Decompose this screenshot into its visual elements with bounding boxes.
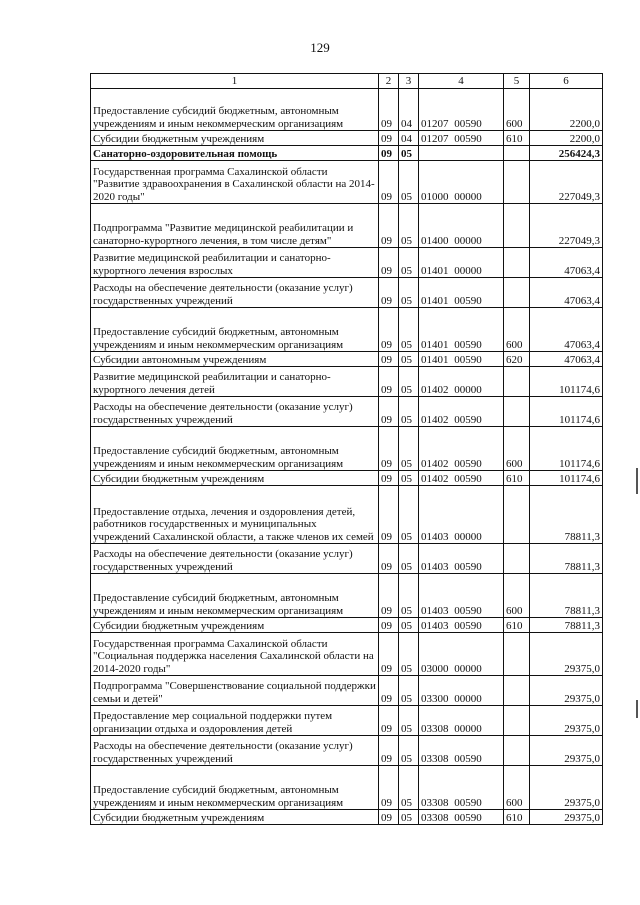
target-article-cell: 03300 00000 (419, 676, 504, 706)
expense-type-cell: 610 (504, 810, 530, 825)
amount-cell: 47063,4 (530, 352, 603, 367)
target-article-cell: 03308 00590 (419, 736, 504, 766)
item-name-cell: Государственная программа Сахалинской области "Развитие здравоохранения в Сахалинской области на 2014-2020 годы" (91, 161, 379, 204)
subsection-code-cell: 05 (399, 676, 419, 706)
item-name-cell: Предоставление субсидий бюджетным, автономным учреждениям и иным некоммерческим организациям (91, 308, 379, 352)
table-row (91, 706, 603, 736)
table-header-row (91, 74, 603, 89)
item-name-cell: Предоставление субсидий бюджетным, автономным учреждениям и иным некоммерческим организациям (91, 574, 379, 618)
expense-type-cell: 600 (504, 89, 530, 131)
amount-cell: 29375,0 (530, 810, 603, 825)
table-row (91, 676, 603, 706)
target-article-cell: 03308 00000 (419, 706, 504, 736)
item-name-cell: Расходы на обеспечение деятельности (оказание услуг) государственных учреждений (91, 736, 379, 766)
target-article-cell: 01401 00590 (419, 278, 504, 308)
item-name-cell: Субсидии бюджетным учреждениям (91, 618, 379, 633)
amount-cell: 227049,3 (530, 204, 603, 248)
column-header-4: 4 (419, 74, 504, 89)
table-row (91, 544, 603, 574)
amount-cell: 78811,3 (530, 618, 603, 633)
item-name-cell: Предоставление субсидий бюджетным, автономным учреждениям и иным некоммерческим организациям (91, 427, 379, 471)
expense-type-cell (504, 278, 530, 308)
target-article-cell: 01400 00000 (419, 204, 504, 248)
table-row (91, 574, 603, 618)
target-article-cell: 01402 00590 (419, 397, 504, 427)
subsection-code-cell: 05 (399, 486, 419, 544)
amount-cell: 29375,0 (530, 706, 603, 736)
expense-type-cell (504, 706, 530, 736)
table-row (91, 367, 603, 397)
table-row (91, 89, 603, 131)
subsection-code-cell: 05 (399, 544, 419, 574)
section-code-cell: 09 (379, 308, 399, 352)
item-name-cell: Субсидии бюджетным учреждениям (91, 131, 379, 146)
item-name-cell: Санаторно-оздоровительная помощь (91, 146, 379, 161)
item-name-cell: Предоставление субсидий бюджетным, автономным учреждениям и иным некоммерческим организациям (91, 766, 379, 810)
table-row (91, 146, 603, 161)
expense-type-cell: 610 (504, 618, 530, 633)
subsection-code-cell: 05 (399, 352, 419, 367)
section-code-cell: 09 (379, 397, 399, 427)
target-article-cell: 01401 00590 (419, 352, 504, 367)
table-row (91, 618, 603, 633)
expense-type-cell (504, 676, 530, 706)
subsection-code-cell: 05 (399, 766, 419, 810)
subsection-code-cell: 05 (399, 278, 419, 308)
subsection-code-cell: 05 (399, 161, 419, 204)
subsection-code-cell: 05 (399, 810, 419, 825)
item-name-cell: Субсидии бюджетным учреждениям (91, 471, 379, 486)
table-row (91, 766, 603, 810)
expense-type-cell: 610 (504, 131, 530, 146)
expense-type-cell: 600 (504, 427, 530, 471)
subsection-code-cell: 05 (399, 736, 419, 766)
target-article-cell: 03000 00000 (419, 633, 504, 676)
expense-type-cell (504, 204, 530, 248)
target-article-cell: 01403 00590 (419, 544, 504, 574)
expense-type-cell: 610 (504, 471, 530, 486)
table-row (91, 308, 603, 352)
table-row (91, 736, 603, 766)
amount-cell: 101174,6 (530, 427, 603, 471)
column-header-1: 1 (91, 74, 379, 89)
amount-cell: 47063,4 (530, 248, 603, 278)
target-article-cell (419, 146, 504, 161)
subsection-code-cell: 05 (399, 574, 419, 618)
expense-type-cell: 600 (504, 574, 530, 618)
item-name-cell: Предоставление мер социальной поддержки путем организации отдыха и оздоровления детей (91, 706, 379, 736)
table-row (91, 278, 603, 308)
expense-type-cell (504, 161, 530, 204)
expense-type-cell (504, 544, 530, 574)
section-code-cell: 09 (379, 131, 399, 146)
expense-type-cell (504, 367, 530, 397)
expense-type-cell (504, 736, 530, 766)
item-name-cell: Предоставление субсидий бюджетным, автономным учреждениям и иным некоммерческим организациям (91, 89, 379, 131)
section-code-cell: 09 (379, 544, 399, 574)
amount-cell: 2200,0 (530, 131, 603, 146)
expense-type-cell: 620 (504, 352, 530, 367)
table-body (91, 89, 603, 825)
expense-type-cell: 600 (504, 766, 530, 810)
page-number: 129 (310, 40, 330, 55)
section-code-cell: 09 (379, 618, 399, 633)
target-article-cell: 01402 00590 (419, 427, 504, 471)
section-code-cell: 09 (379, 427, 399, 471)
amount-cell: 101174,6 (530, 397, 603, 427)
section-code-cell: 09 (379, 471, 399, 486)
target-article-cell: 01401 00000 (419, 248, 504, 278)
item-name-cell: Подпрограмма "Совершенствование социальной поддержки семьи и детей" (91, 676, 379, 706)
section-code-cell: 09 (379, 810, 399, 825)
column-header-2: 2 (379, 74, 399, 89)
section-code-cell: 09 (379, 706, 399, 736)
table-row (91, 633, 603, 676)
item-name-cell: Предоставление отдыха, лечения и оздоровления детей, работников государственных и муниципальных учреждений Сахалинской области, а также членов их семей (91, 486, 379, 544)
subsection-code-cell: 05 (399, 618, 419, 633)
table-row (91, 204, 603, 248)
column-header-5: 5 (504, 74, 530, 89)
subsection-code-cell: 05 (399, 367, 419, 397)
table-row (91, 161, 603, 204)
amount-cell: 78811,3 (530, 486, 603, 544)
target-article-cell: 01403 00590 (419, 574, 504, 618)
section-code-cell: 09 (379, 633, 399, 676)
section-code-cell: 09 (379, 574, 399, 618)
item-name-cell: Развитие медицинской реабилитации и санаторно-курортного лечения взрослых (91, 248, 379, 278)
amount-cell: 47063,4 (530, 308, 603, 352)
expense-type-cell (504, 248, 530, 278)
table-row (91, 352, 603, 367)
section-code-cell: 09 (379, 204, 399, 248)
amount-cell: 78811,3 (530, 544, 603, 574)
section-code-cell: 09 (379, 367, 399, 397)
item-name-cell: Государственная программа Сахалинской области "Социальная поддержка населения Сахалинской области на 2014-2020 годы" (91, 633, 379, 676)
subsection-code-cell: 04 (399, 131, 419, 146)
expense-type-cell (504, 486, 530, 544)
subsection-code-cell: 05 (399, 471, 419, 486)
subsection-code-cell: 05 (399, 248, 419, 278)
target-article-cell: 01402 00000 (419, 367, 504, 397)
section-code-cell: 09 (379, 89, 399, 131)
table-row (91, 427, 603, 471)
subsection-code-cell: 04 (399, 89, 419, 131)
subsection-code-cell: 05 (399, 633, 419, 676)
subsection-code-cell: 05 (399, 308, 419, 352)
item-name-cell: Расходы на обеспечение деятельности (оказание услуг) государственных учреждений (91, 397, 379, 427)
target-article-cell: 03308 00590 (419, 766, 504, 810)
expense-type-cell (504, 146, 530, 161)
section-code-cell: 09 (379, 736, 399, 766)
amount-cell: 47063,4 (530, 278, 603, 308)
item-name-cell: Субсидии бюджетным учреждениям (91, 810, 379, 825)
target-article-cell: 01207 00590 (419, 89, 504, 131)
table-row (91, 397, 603, 427)
amount-cell: 227049,3 (530, 161, 603, 204)
subsection-code-cell: 05 (399, 146, 419, 161)
table-row (91, 486, 603, 544)
amount-cell: 29375,0 (530, 766, 603, 810)
column-header-3: 3 (399, 74, 419, 89)
expense-type-cell: 600 (504, 308, 530, 352)
item-name-cell: Расходы на обеспечение деятельности (оказание услуг) государственных учреждений (91, 278, 379, 308)
subsection-code-cell: 05 (399, 706, 419, 736)
target-article-cell: 03308 00590 (419, 810, 504, 825)
column-header-6: 6 (530, 74, 603, 89)
table-row (91, 471, 603, 486)
amount-cell: 256424,3 (530, 146, 603, 161)
subsection-code-cell: 05 (399, 427, 419, 471)
amount-cell: 2200,0 (530, 89, 603, 131)
amount-cell: 29375,0 (530, 633, 603, 676)
table-row (91, 810, 603, 825)
section-code-cell: 09 (379, 146, 399, 161)
target-article-cell: 01000 00000 (419, 161, 504, 204)
section-code-cell: 09 (379, 486, 399, 544)
target-article-cell: 01207 00590 (419, 131, 504, 146)
item-name-cell: Расходы на обеспечение деятельности (оказание услуг) государственных учреждений (91, 544, 379, 574)
section-code-cell: 09 (379, 766, 399, 810)
section-code-cell: 09 (379, 352, 399, 367)
scan-edge-mark (636, 700, 638, 718)
section-code-cell: 09 (379, 278, 399, 308)
amount-cell: 78811,3 (530, 574, 603, 618)
section-code-cell: 09 (379, 248, 399, 278)
budget-table (90, 73, 603, 825)
expense-type-cell (504, 397, 530, 427)
subsection-code-cell: 05 (399, 204, 419, 248)
target-article-cell: 01401 00590 (419, 308, 504, 352)
target-article-cell: 01402 00590 (419, 471, 504, 486)
expense-type-cell (504, 633, 530, 676)
amount-cell: 101174,6 (530, 471, 603, 486)
table-row (91, 248, 603, 278)
item-name-cell: Развитие медицинской реабилитации и санаторно-курортного лечения детей (91, 367, 379, 397)
amount-cell: 29375,0 (530, 676, 603, 706)
scan-edge-mark (636, 468, 638, 494)
item-name-cell: Субсидии автономным учреждениям (91, 352, 379, 367)
target-article-cell: 01403 00000 (419, 486, 504, 544)
section-code-cell: 09 (379, 676, 399, 706)
amount-cell: 29375,0 (530, 736, 603, 766)
item-name-cell: Подпрограмма "Развитие медицинской реабилитации и санаторно-курортного лечения, в том числе детям" (91, 204, 379, 248)
section-code-cell: 09 (379, 161, 399, 204)
target-article-cell: 01403 00590 (419, 618, 504, 633)
subsection-code-cell: 05 (399, 397, 419, 427)
amount-cell: 101174,6 (530, 367, 603, 397)
table-row (91, 131, 603, 146)
